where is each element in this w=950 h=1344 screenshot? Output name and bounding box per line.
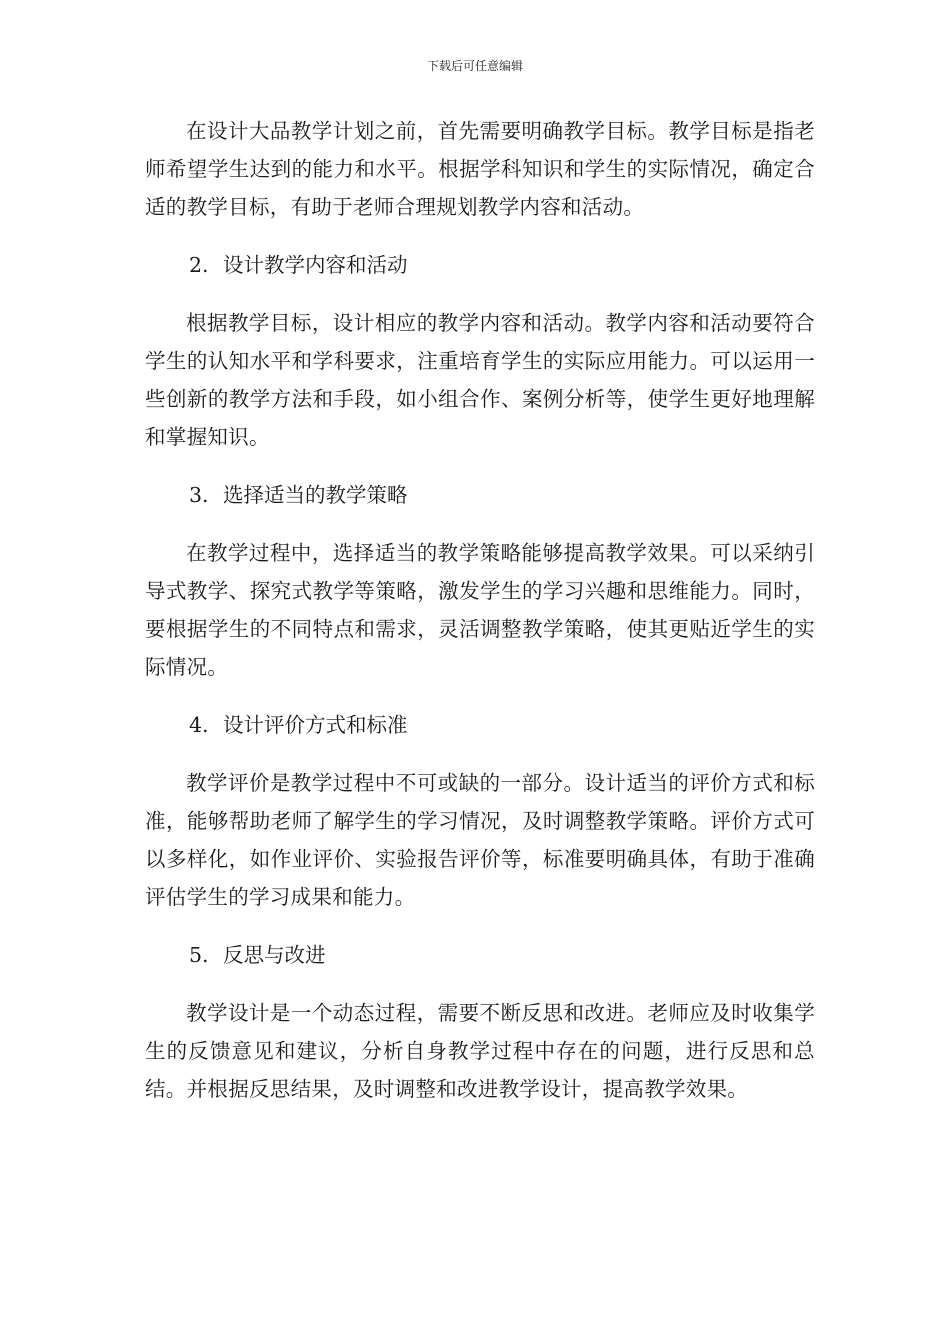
section-heading-4: [145, 706, 815, 744]
section-title: 反思与改进: [223, 943, 326, 967]
paragraph-evaluation: 教学评价是教学过程中不可或缺的一部分。设计适当的评价方式和标准，能够帮助老师了解学生的学习情况，及时调整教学策略。评价方式可以多样化，如作业评价、实验报告评价等，标准要明确具体，有助于准确评估学生的学习成果和能力。: [145, 771, 815, 909]
section-number: 3.: [189, 483, 209, 507]
paragraph-teaching-goals: 在设计大品教学计划之前，首先需要明确教学目标。教学目标是指老师希望学生达到的能力和水平。根据学科知识和学生的实际情况，确定合适的教学目标，有助于老师合理规划教学内容和活动。: [145, 119, 815, 219]
page-header: 下载后可任意编辑: [426, 59, 523, 73]
section-title: 设计教学内容和活动: [223, 253, 408, 277]
paragraph-content-activities: 根据教学目标，设计相应的教学内容和活动。教学内容和活动要符合学生的认知水平和学科要求，注重培育学生的实际应用能力。可以运用一些创新的教学方法和手段，如小组合作、案例分析等，使学生更好地理解和掌握知识。: [145, 311, 815, 449]
section-title: 设计评价方式和标准: [223, 713, 408, 737]
paragraph-teaching-strategy: 在教学过程中，选择适当的教学策略能够提高教学效果。可以采纳引导式教学、探究式教学等策略，激发学生的学习兴趣和思维能力。同时，要根据学生的不同特点和需求，灵活调整教学策略，使其更贴近学生的实际情况。: [145, 541, 815, 679]
section-heading-3: [145, 476, 815, 514]
section-number: 2.: [189, 253, 209, 277]
section-heading-5: [145, 936, 815, 974]
section-title: 选择适当的教学策略: [223, 483, 408, 507]
section-number: 4.: [189, 713, 209, 737]
section-heading-2: [145, 246, 815, 284]
document-body: [145, 112, 815, 1128]
paragraph-reflection: 教学设计是一个动态过程，需要不断反思和改进。老师应及时收集学生的反馈意见和建议，分析自身教学过程中存在的问题，进行反思和总结。并根据反思结果，及时调整和改进教学设计，提高教学效果。: [145, 1001, 815, 1101]
section-number: 5.: [189, 943, 209, 967]
